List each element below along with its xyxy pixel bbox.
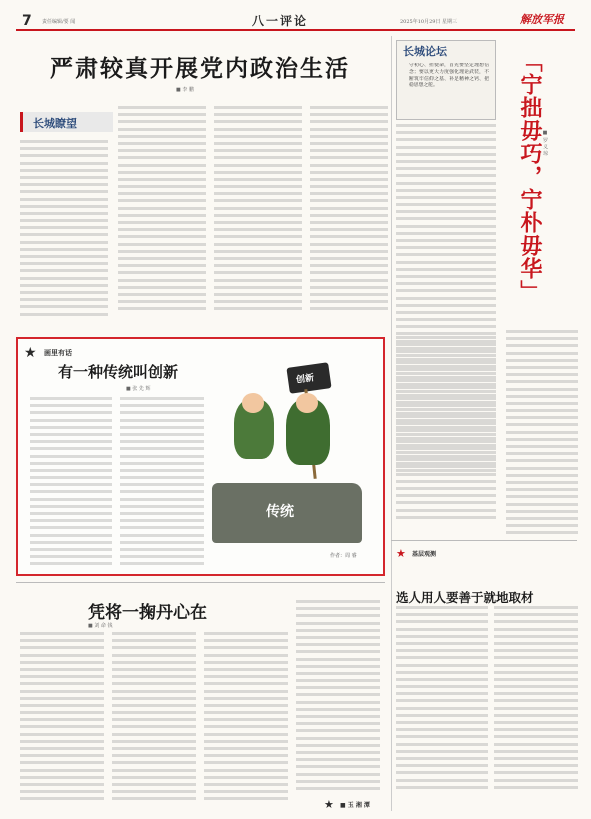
section-name: 八一评论 [252, 14, 309, 28]
lead-text-col3 [214, 106, 302, 314]
star-icon: ★ [396, 547, 406, 560]
feature-text-col2 [120, 397, 204, 570]
feature-box [16, 337, 385, 576]
bottom-left-text-col2 [112, 632, 196, 805]
divider-rule [16, 582, 385, 583]
star-icon: ★ [324, 798, 334, 811]
chuangxin-label: 创新 [295, 373, 315, 386]
feature-text-col1 [30, 397, 112, 570]
bottom-left-byline: ■ 刘 命 钱 [88, 623, 113, 629]
chuangxin-sign [286, 362, 331, 394]
bottom-right-text-col2 [494, 606, 578, 793]
bottom-right-badge [324, 800, 394, 812]
soldier-left-face [242, 393, 264, 413]
issue-date: 2025年10月29日 星期三 [400, 19, 458, 25]
changcheng-liaowang-badge [20, 112, 113, 132]
page-meta: 责任编辑/要 闻 [42, 19, 76, 25]
bottom-left-text-col3 [204, 632, 288, 805]
feature-byline: ■ 张 先 辉 [126, 386, 151, 392]
right-article-byline: ■ 罗 义 琼 [542, 130, 548, 156]
feature-credit: 作者：周 睿 [330, 553, 357, 559]
right-text [506, 330, 578, 538]
soldier-right-face [296, 393, 318, 413]
badge-label: 长城瞭望 [33, 117, 77, 130]
divider-rule [391, 540, 577, 541]
badge-label: 基层观测 [412, 551, 437, 558]
header-rule [16, 29, 575, 31]
changcheng-luntan-box [396, 40, 496, 120]
lead-text-col1 [20, 140, 108, 320]
bottom-left-text-col4 [296, 600, 380, 794]
jiceng-guancha-badge [396, 547, 486, 561]
bottom-left-text-col1 [20, 632, 104, 805]
lead-byline: ■ 李 鹏 [176, 87, 194, 93]
feature-title: 有一种传统叫创新 [58, 363, 179, 381]
lead-text-col4 [310, 106, 388, 314]
lead-text-col2 [118, 106, 206, 314]
feature-illustration [212, 347, 378, 565]
bottom-right-byline: ■ 玉 湘 潭 [340, 802, 370, 809]
bottom-right-text-col1 [396, 606, 488, 793]
right-article-title: 「宁拙毋巧，宁朴毋华」 [517, 50, 543, 303]
bottom-right-title: 选人用人要善于就地取材 [396, 590, 534, 605]
middle-right-text [396, 336, 496, 523]
divider-rule [391, 36, 392, 811]
star-icon: ★ [24, 345, 37, 361]
luntan-label: 长城论坛 [403, 45, 447, 58]
bottom-left-title: 凭将一掬丹心在 [88, 603, 207, 623]
masthead-logo: 解放军报 [520, 13, 564, 26]
feature-kicker: 画里有话 [44, 349, 72, 357]
chuantong-label: 传统 [266, 504, 294, 520]
lead-title: 严肃较真开展党内政治生活 [50, 55, 350, 82]
page-number: 7 [22, 13, 32, 29]
luntan-quote: 守初心、担使命，首先要坚定理想信念；要以更大力度强化理论武装，不断筑牢信仰之基、补足精神之钙、把稳思想之舵。 [409, 63, 489, 89]
chuantong-stone [212, 483, 362, 543]
